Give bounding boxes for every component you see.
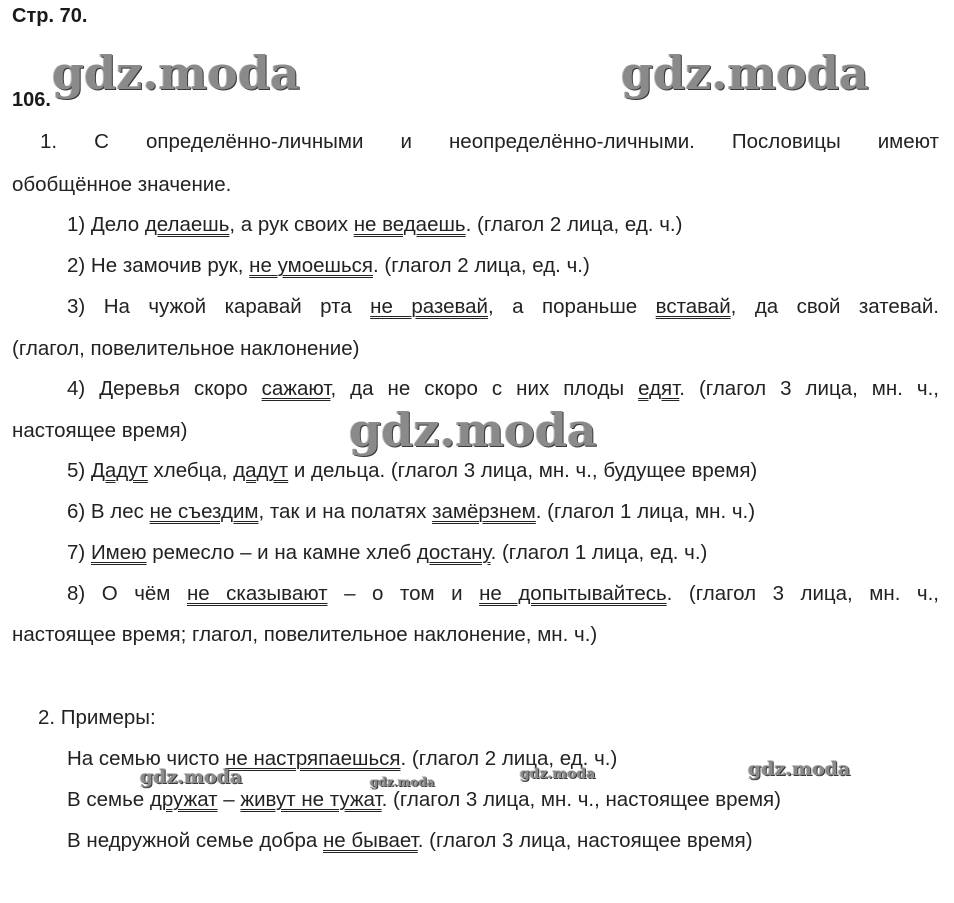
verb-underlined: вставай xyxy=(655,295,731,318)
verb-underlined: Имею xyxy=(90,541,147,564)
example-1: На семью чисто не настряпаешься. (глагол 2 лица, ед. ч.) xyxy=(67,747,618,770)
watermark-logo: gdz.moda xyxy=(621,46,869,100)
verb-underlined: не допытывайтесь xyxy=(479,582,667,605)
watermark-logo: gdz.moda xyxy=(370,775,435,789)
verb-underlined: не настряпаешься xyxy=(225,747,401,770)
proverb-3-continued: (глагол, повелительное наклонение) xyxy=(12,337,360,360)
intro-line: обобщённое значение. xyxy=(12,173,232,196)
verb-underlined: достану xyxy=(416,541,491,564)
proverb-2: 2) Не замочив рук, не умоешься. (глагол 2 лица, ед. ч.) xyxy=(67,254,590,277)
example-3: В недружной семье добра не бывает. (глагол 3 лица, настоящее время) xyxy=(67,829,753,852)
proverb-3: 3) На чужой каравай рта не разевай, а пораньше вставай, да свой затевай. xyxy=(67,295,939,318)
watermark-logo: gdz.moda xyxy=(140,766,243,788)
proverb-1: 1) Дело делаешь, а рук своих не ведаешь. (глагол 2 лица, ед. ч.) xyxy=(67,213,683,236)
proverb-4: 4) Деревья скоро сажают, да не скоро с них плоды едят. (глагол 3 лица, мн. ч., xyxy=(67,377,939,400)
examples-title: 2. Примеры: xyxy=(38,706,156,729)
proverb-7: 7) Имею ремесло – и на камне хлеб достану. (глагол 1 лица, ед. ч.) xyxy=(67,541,708,564)
proverb-5: 5) Дадут хлебца, дадут и дельца. (глагол 3 лица, мн. ч., будущее время) xyxy=(67,459,758,482)
proverb-4-continued: настоящее время) xyxy=(12,419,188,442)
task-number: 106. xyxy=(12,89,51,111)
verb-underlined: Дадут xyxy=(90,459,148,482)
watermark-logo: gdz.moda xyxy=(748,758,851,780)
example-2: В семье дружат – живут не тужат. (глагол 3 лица, мн. ч., настоящее время) xyxy=(67,788,781,811)
proverb-8-continued: настоящее время; глагол, повелительное наклонение, мн. ч.) xyxy=(12,623,598,646)
verb-underlined: не сказывают xyxy=(186,582,328,605)
verb-underlined: не съездим xyxy=(149,500,259,523)
page-number: Стр. 70. xyxy=(12,5,88,27)
verb-underlined: дружат xyxy=(149,788,218,811)
intro-line: 1. С определённо-личными и неопределённо-личными. Пословицы имеют xyxy=(40,130,939,153)
verb-underlined: не разевай xyxy=(370,295,489,318)
proverb-8: 8) О чём не сказывают – о том и не допытывайтесь. (глагол 3 лица, мн. ч., xyxy=(67,582,939,605)
watermark-logo: gdz.moda xyxy=(349,403,597,457)
verb-underlined: живут не тужат xyxy=(240,788,382,811)
verb-underlined: не умоешься xyxy=(249,254,373,277)
verb-underlined: не ведаешь xyxy=(353,213,466,236)
verb-underlined: замёрзнем xyxy=(432,500,536,523)
watermark-logo: gdz.moda xyxy=(52,46,300,100)
verb-underlined: едят xyxy=(638,377,680,400)
verb-underlined: сажают xyxy=(261,377,331,400)
verb-underlined: не бывает xyxy=(322,829,418,852)
proverb-6: 6) В лес не съездим, так и на полатях замёрзнем. (глагол 1 лица, мн. ч.) xyxy=(67,500,756,523)
watermark-logo: gdz.moda xyxy=(520,766,596,782)
verb-underlined: дадут xyxy=(233,459,289,482)
verb-underlined: делаешь xyxy=(144,213,230,236)
